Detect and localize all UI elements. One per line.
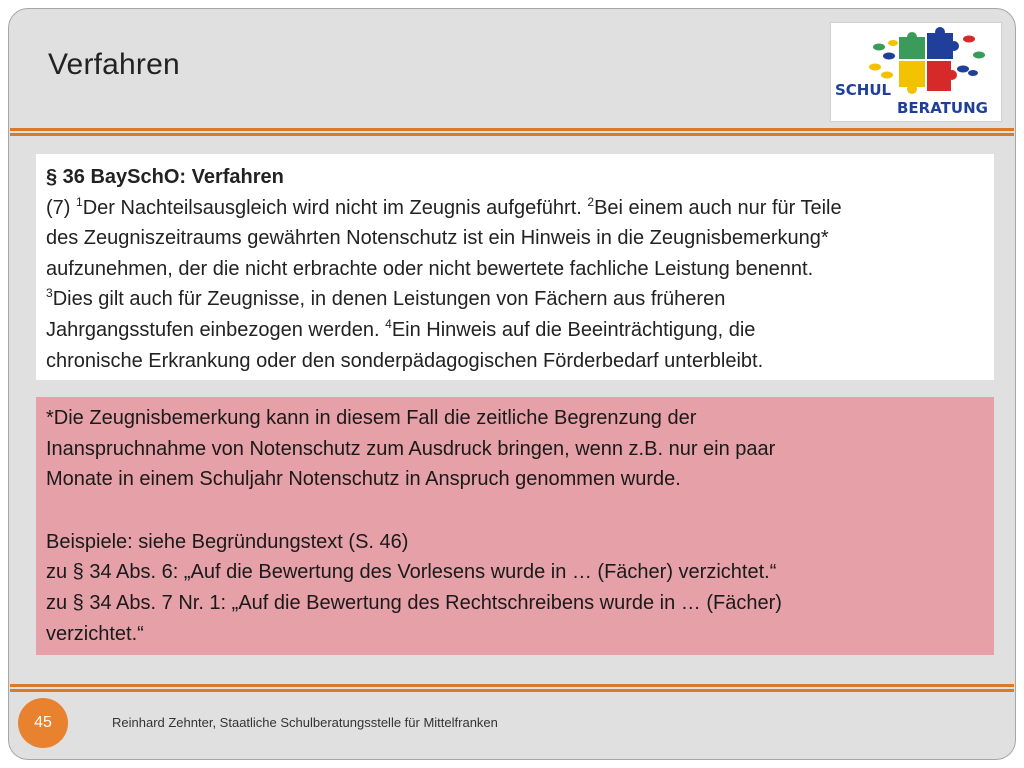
sentence-number-3: 3 [46, 286, 53, 301]
note-line-3: Monate in einem Schuljahr Notenschutz in Anspruch genommen wurde. [46, 468, 681, 491]
sentence-number-2: 2 [587, 194, 595, 209]
note-line-4: Beispiele: siehe Begründungstext (S. 46) [46, 530, 409, 553]
note-line-1: *Die Zeugnisbemerkung kann in diesem Fall die zeitliche Begrenzung der [46, 407, 697, 429]
note-line-2: Inanspruchnahme von Notenschutz zum Ausdruck bringen, wenn z.B. nur ein paar [46, 437, 776, 460]
note-line-7: verzichtet.“ [46, 622, 144, 645]
sentence-number-4: 4 [385, 316, 392, 331]
sentence-4-text-b: chronische Erkrankung oder den sonderpädagogischen Förderbedarf unterbleibt. [46, 349, 764, 372]
puzzle-logo-icon [831, 23, 1003, 123]
logo-word-right: BERATUNG [897, 99, 988, 117]
logo-word-left: SCHUL [835, 81, 892, 99]
sentence-2-text-b: des Zeugniszeitraums gewährten Notenschutz ist ein Hinweis in die Zeugnisbemerkung* [46, 227, 829, 250]
legal-line-1 [46, 193, 984, 224]
bottom-divider [10, 684, 1014, 692]
note-spacer [46, 495, 984, 527]
sentence-3-text-b: Jahrgangsstufen einbezogen werden. [46, 318, 386, 341]
slide-title: Verfahren [48, 48, 180, 81]
sentence-4-text-a: Ein Hinweis auf die Beeinträchtigung, die [391, 318, 756, 341]
note-line-5: zu § 34 Abs. 6: „Auf die Bewertung des Vorlesens wurde in … (Fächer) verzichtet.“ [46, 561, 777, 584]
schulberatung-logo [830, 22, 1002, 122]
page-number-badge: 45 [18, 698, 68, 748]
top-divider [10, 128, 1014, 136]
sentence-3-text-a: Dies gilt auch für Zeugnisse, in denen Leistungen von Fächern aus früheren [52, 288, 726, 311]
legal-heading: § 36 BaySchO: Verfahren [46, 166, 284, 188]
legal-line-6 [46, 315, 984, 346]
legal-line-5 [46, 284, 984, 315]
paragraph-prefix: (7) [46, 196, 76, 219]
legal-text-box [36, 154, 994, 380]
sentence-number-1: 1 [76, 194, 83, 209]
sentence-1-text: Der Nachteilsausgleich wird nicht im Zeugnis aufgeführt. [82, 196, 588, 219]
sentence-2-text-c: aufzunehmen, der die nicht erbrachte oder nicht bewertete fachliche Leistung benennt. [46, 257, 814, 280]
footer-text: Reinhard Zehnter, Staatliche Schulberatungsstelle für Mittelfranken [112, 715, 498, 730]
note-line-6: zu § 34 Abs. 7 Nr. 1: „Auf die Bewertung des Rechtschreibens wurde in … (Fächer) [46, 591, 782, 614]
note-box [36, 397, 994, 655]
sentence-2-text-a: Bei einem auch nur für Teile [594, 196, 842, 219]
